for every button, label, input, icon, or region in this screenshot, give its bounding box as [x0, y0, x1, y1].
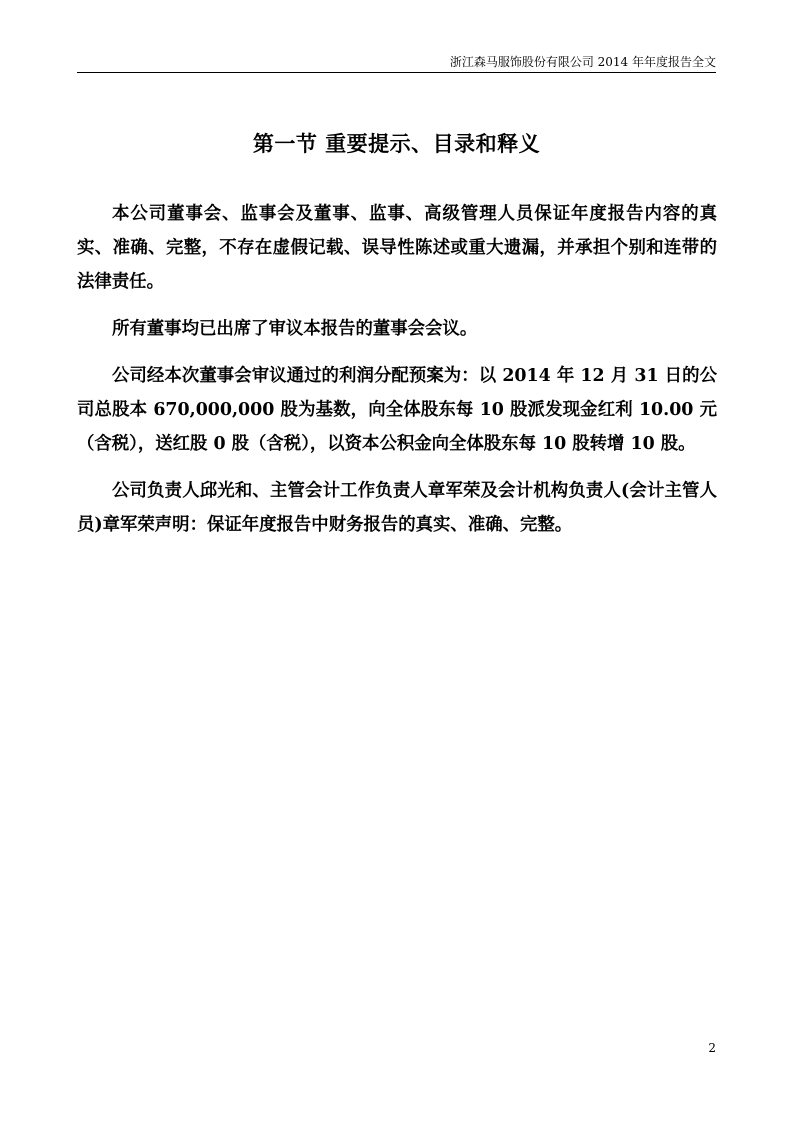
page-header [77, 52, 716, 73]
page-number: 2 [708, 1041, 716, 1055]
paragraph-attendance: 所有董事均已出席了审议本报告的董事会会议。 [112, 319, 478, 339]
paragraph-financial-statement-declaration: 公司负责人邱光和、主管会计工作负责人章军荣及会计机构负责人(会计主管人员)章军荣声明：保证年度报告中财务报告的真实、准确、完整。 [77, 481, 717, 535]
running-header-title: 浙江森马服饰股份有限公司 2014 年年度报告全文 [449, 55, 716, 69]
paragraph-responsibility-statement: 本公司董事会、监事会及董事、监事、高级管理人员保证年度报告内容的真实、准确、完整，不存在虚假记载、误导性陈述或重大遗漏，并承担个别和连带的法律责任。 [77, 204, 717, 292]
paragraph-profit-distribution: 公司经本次董事会审议通过的利润分配预案为：以 2014 年 12 月 31 日的公司总股本 670,000,000 股为基数，向全体股东每 10 股派发现金红利 10.00 元（含税），送红股 0 股（含税），以资本公积金向全体股东每 10 股转增 10 股。 [77, 366, 717, 454]
section-title: 第一节 重要提示、目录和释义 [252, 131, 541, 156]
important-notice-body [77, 197, 717, 555]
